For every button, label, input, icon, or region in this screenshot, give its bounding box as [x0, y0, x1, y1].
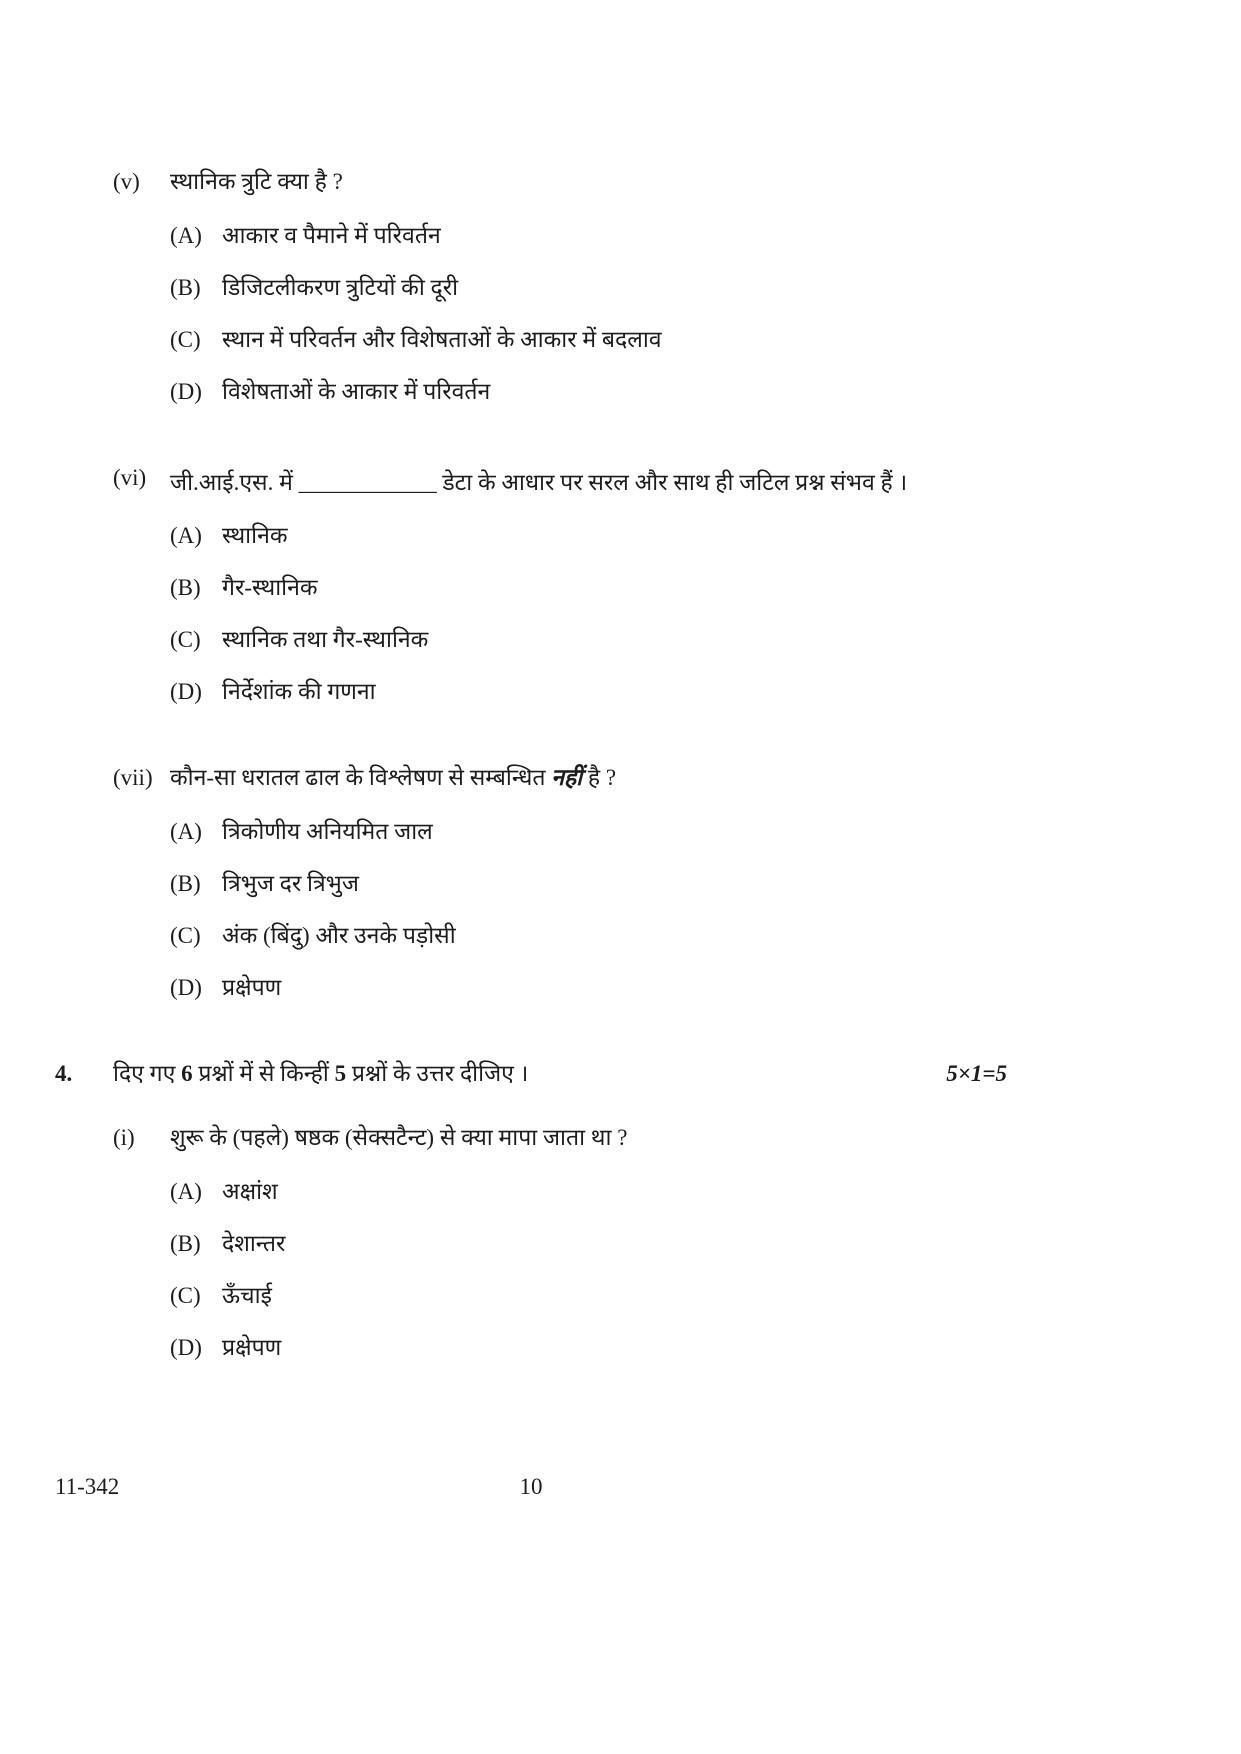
option-label: (C)	[170, 923, 201, 948]
question-body	[170, 761, 1007, 1023]
option-text: आकार व पैमाने में परिवर्तन	[222, 223, 441, 248]
option-row	[170, 271, 1007, 305]
question-v	[113, 165, 1007, 427]
option-row	[170, 623, 1007, 657]
option-row	[170, 867, 1007, 901]
question-body	[170, 461, 1007, 727]
option-label: (C)	[170, 627, 201, 652]
option-text: त्रिकोणीय अनियमित जाल	[222, 819, 433, 844]
question-text-after: है ?	[582, 765, 617, 790]
question-text: शुरू के (पहले) षष्ठक (सेक्सटैन्ट) से क्या मापा जाता था ?	[170, 1125, 628, 1150]
question-4-count-attempt: 5	[334, 1061, 347, 1086]
question-text-before: कौन-सा धरातल ढाल के विश्लेषण से सम्बन्धित	[170, 765, 552, 790]
option-text: त्रिभुज दर त्रिभुज	[222, 871, 359, 896]
option-text: स्थान में परिवर्तन और विशेषताओं के आकार में बदलाव	[222, 327, 662, 352]
option-row	[170, 519, 1007, 553]
option-row	[170, 323, 1007, 357]
option-row	[170, 1175, 1007, 1209]
question-4-text-part: प्रश्नों के उत्तर दीजिए ।	[346, 1061, 529, 1086]
page-content	[55, 165, 1007, 1417]
option-text: अक्षांश	[222, 1179, 278, 1204]
question-4-text-part: दिए गए	[113, 1061, 182, 1086]
option-text: गैर-स्थानिक	[222, 575, 318, 600]
page-number: 10	[519, 1474, 543, 1499]
option-text: स्थानिक	[222, 523, 288, 548]
option-label: (A)	[170, 819, 202, 844]
option-label: (B)	[170, 575, 201, 600]
question-text: जी.आई.एस. में ____________ डेटा के आधार पर सरल और साथ ही जटिल प्रश्न संभव हैं ।	[170, 470, 908, 495]
option-row	[170, 1227, 1007, 1261]
option-label: (D)	[170, 1335, 202, 1360]
option-row	[170, 219, 1007, 253]
option-row	[170, 815, 1007, 849]
option-label: (C)	[170, 1283, 201, 1308]
option-label: (B)	[170, 871, 201, 896]
option-row	[170, 919, 1007, 953]
question-number: (v)	[113, 169, 140, 194]
option-text: प्रक्षेपण	[222, 975, 282, 1000]
option-row	[170, 971, 1007, 1005]
option-row	[170, 375, 1007, 409]
option-row	[170, 571, 1007, 605]
question-body	[170, 1121, 1007, 1383]
option-text: डिजिटलीकरण त्रुटियों की दूरी	[222, 275, 459, 300]
option-text: ऊँचाई	[222, 1283, 272, 1308]
option-row	[170, 1279, 1007, 1313]
option-label: (C)	[170, 327, 201, 352]
option-label: (A)	[170, 223, 202, 248]
question-4-text	[113, 1057, 926, 1091]
question-number: (vi)	[113, 465, 147, 490]
option-label: (B)	[170, 275, 201, 300]
question-text	[170, 761, 1007, 795]
question-4-count-total: 6	[181, 1061, 193, 1086]
option-text: विशेषताओं के आकार में परिवर्तन	[222, 379, 491, 404]
question-vi	[113, 461, 1007, 727]
option-label: (A)	[170, 523, 202, 548]
option-text: निर्देशांक की गणना	[222, 679, 376, 704]
question-4-i	[113, 1121, 1007, 1383]
question-4-text-part: प्रश्नों में से किन्हीं	[192, 1061, 335, 1086]
option-label: (A)	[170, 1179, 202, 1204]
question-text: स्थानिक त्रुटि क्या है ?	[170, 169, 343, 194]
option-label: (D)	[170, 679, 202, 704]
option-row	[170, 1331, 1007, 1365]
marks-scheme: 5×1=5	[946, 1061, 1007, 1086]
option-label: (D)	[170, 379, 202, 404]
question-vii	[113, 761, 1007, 1023]
option-text: अंक (बिंदु) और उनके पड़ोसी	[222, 923, 456, 948]
question-number: (i)	[113, 1125, 135, 1150]
question-4-number: 4.	[55, 1061, 73, 1086]
question-text-emphasis: नहीं	[551, 765, 583, 790]
question-4-heading	[55, 1057, 1007, 1091]
question-number: (vii)	[113, 765, 153, 790]
paper-code: 11-342	[55, 1474, 120, 1499]
question-body	[170, 165, 1007, 427]
option-label: (D)	[170, 975, 202, 1000]
option-text: प्रक्षेपण	[222, 1335, 282, 1360]
option-text: देशान्तर	[222, 1231, 286, 1256]
option-label: (B)	[170, 1231, 201, 1256]
page-footer	[55, 1470, 1007, 1504]
option-text: स्थानिक तथा गैर-स्थानिक	[222, 627, 429, 652]
option-row	[170, 675, 1007, 709]
